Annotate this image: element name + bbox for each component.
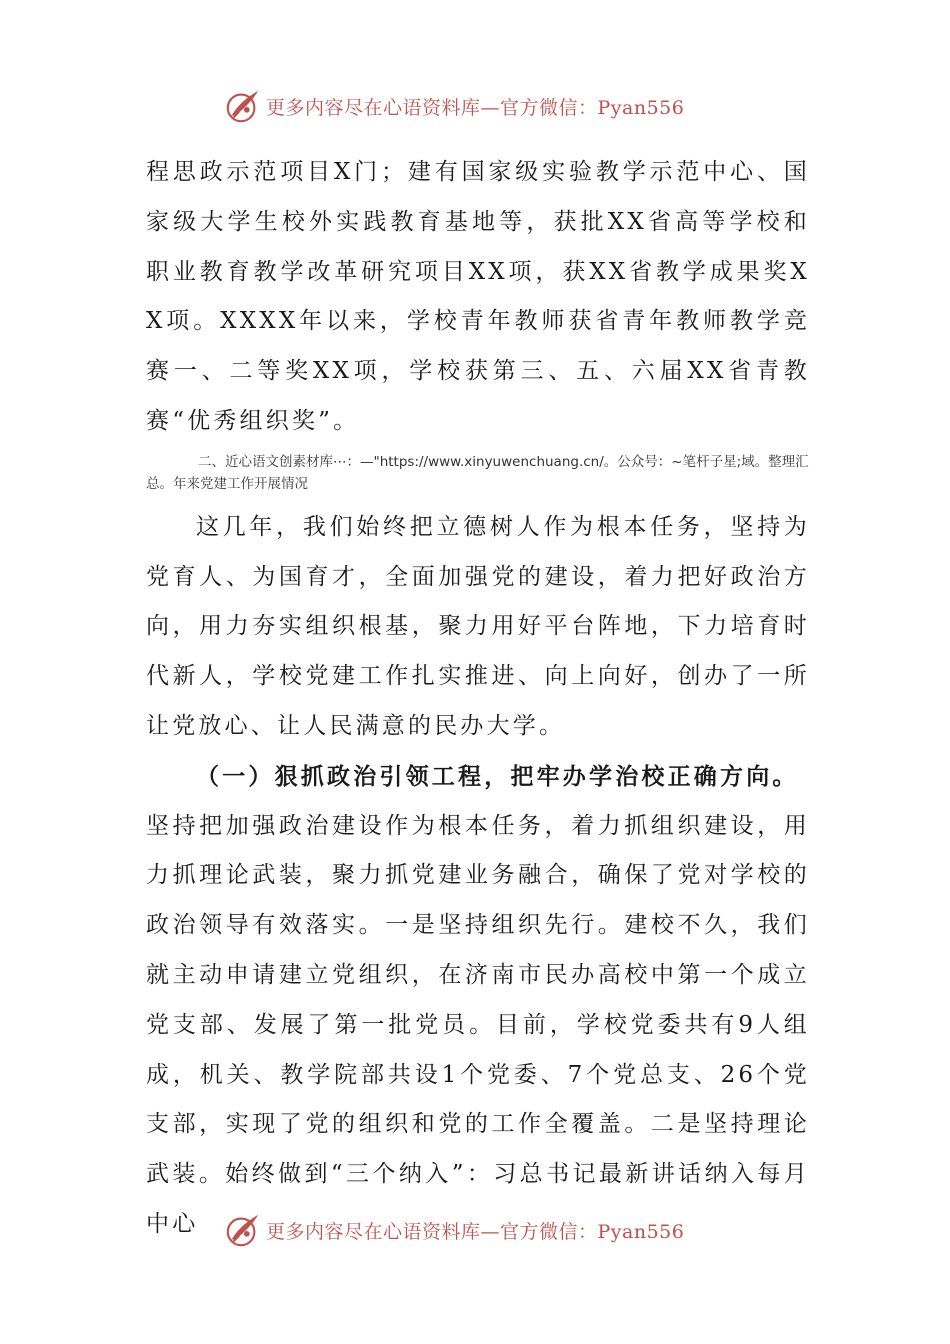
paragraph-2: 这几年，我们始终把立德树人作为根本任务，坚持为党育人、为国育才，全面加强党的建设，着力把好政治方向，用力夯实组织根基，聚力用好平台阵地，下力培育时代新人，学校党建工作扎实推进、向上向好，创办了一所让党放心、让人民满意的民办大学。	[146, 513, 810, 739]
banner-text: 更多内容尽在心语资料库—官方微信：Pyan556	[266, 96, 685, 119]
document-body	[146, 148, 810, 1250]
paragraph-1: 程思政示范项目X门；建有国家级实验教学示范中心、国家级大学生校外实践教育基地等，获批XX省高等学校和职业教育教学改革研究项目XX项，获XX省教学成果奖XX项。XXXX年以来，学校青年教师获省青年教师教学竞赛一、二等奖XX项，学校获第三、五、六届XX省青教赛“优秀组织奖”。	[146, 159, 810, 434]
footer-banner	[224, 1210, 684, 1250]
header-banner	[224, 86, 684, 126]
paragraph-3: 坚持把加强政治建设作为根本任务，着力抓组织建设，用力抓理论武装，聚力抓党建业务融合，确保了党对学校的政治领导有效落实。一是坚持组织先行。建校不久，我们就主动申请建立党组织，在济南市民办高校中第一个成立党支部、发展了第一批党员。目前，学校党委共有9人组成，机关、教学院部共设1个党委、7个党总支、26个党支部，实现了党的组织和党的工作全覆盖。二是坚持理论武装。始终做到“三个纳入”：习总书记最新讲话纳入每月中心	[146, 812, 810, 1237]
quill-pen-logo-icon	[224, 87, 262, 125]
banner-text: 更多内容尽在心语资料库—官方微信：Pyan556	[266, 1220, 685, 1243]
quill-pen-logo-icon	[224, 1211, 262, 1249]
watermark-note: 二、近心语文创素材库⋯：—"https://www.xinyuwenchuang.cn/。公众号：~笔杆子星;域。整理汇总。年来党建工作开展情况	[146, 453, 809, 492]
section-heading: （一）狠抓政治引领工程，把牢办学治校正确方向。	[196, 762, 799, 790]
